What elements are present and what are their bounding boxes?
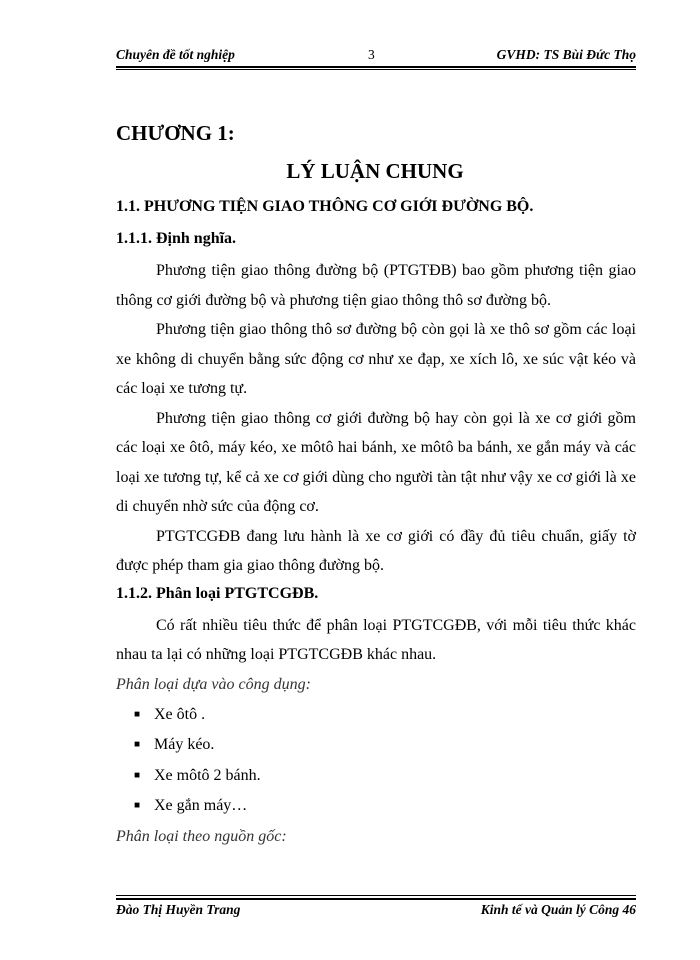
section-heading-1-1-2: 1.1.2. Phân loại PTGTCGĐB. [116, 584, 319, 602]
section-heading-1-1: 1.1. PHƯƠNG TIỆN GIAO THÔNG CƠ GIỚI ĐƯỜNG BỘ. [116, 198, 534, 215]
page-number: 3 [368, 47, 375, 62]
paragraph: PTGTCGĐB đang lưu hành là xe cơ giới có đầy đủ tiêu chuẩn, giấy tờ được phép tham gia giao thông đường bộ. [116, 527, 636, 574]
subheading-by-use: Phân loại dựa vào công dụng: [116, 675, 311, 693]
page-body [116, 196, 636, 852]
paragraph: Phương tiện giao thông thô sơ đường bộ còn gọi là xe thô sơ gồm các loại xe không di chuyển bằng sức động cơ như xe đạp, xe xích lô, xe súc vật kéo và các loại xe tương tự. [116, 321, 636, 397]
paragraph: Có rất nhiều tiêu thức để phân loại PTGTCGĐB, với mỗi tiêu thức khác nhau ta lại có những loại PTGTCGĐB khác nhau. [116, 616, 636, 663]
header-course-title: Chuyên đề tốt nghiệp [116, 47, 235, 62]
section-heading-1-1-1: 1.1.1. Định nghĩa. [116, 230, 237, 247]
chapter-label: CHƯƠNG 1: [116, 121, 235, 145]
header-supervisor: GVHD: TS Bùi Đức Thọ [496, 47, 636, 62]
list-item: ■ Máy kéo. [134, 730, 636, 761]
paragraph: Phương tiện giao thông đường bộ (PTGTĐB) bao gồm phương tiện giao thông cơ giới đường bộ và phương tiện giao thông thô sơ đường bộ. [116, 262, 636, 309]
list-item: ■ Xe ôtô . [134, 700, 636, 731]
header-rule [116, 66, 636, 68]
header-rule-thin [116, 69, 636, 70]
subheading-by-origin: Phân loại theo nguồn gốc: [116, 827, 287, 845]
page-footer [116, 900, 636, 920]
list-item: ■ Xe gắn máy… [134, 791, 636, 822]
paragraph: Phương tiện giao thông cơ giới đường bộ hay còn gọi là xe cơ giới gồm các loại xe ôtô, máy kéo, xe môtô hai bánh, xe môtô ba bánh, xe gắn máy và các loại xe tương tự, kể cả xe cơ giới dùng cho người tàn tật như vậy xe cơ giới là xe di chuyển nhờ sức của động cơ. [116, 409, 636, 515]
chapter-title: LÝ LUẬN CHUNG [286, 159, 464, 183]
list-item: ■ Xe môtô 2 bánh. [134, 761, 636, 792]
page-header [116, 44, 636, 64]
footer-author: Đào Thị Huyền Trang [116, 902, 241, 917]
footer-rule-thin [116, 895, 636, 896]
bullet-list-by-use [116, 700, 636, 822]
footer-department: Kinh tế và Quản lý Công 46 [480, 902, 636, 917]
